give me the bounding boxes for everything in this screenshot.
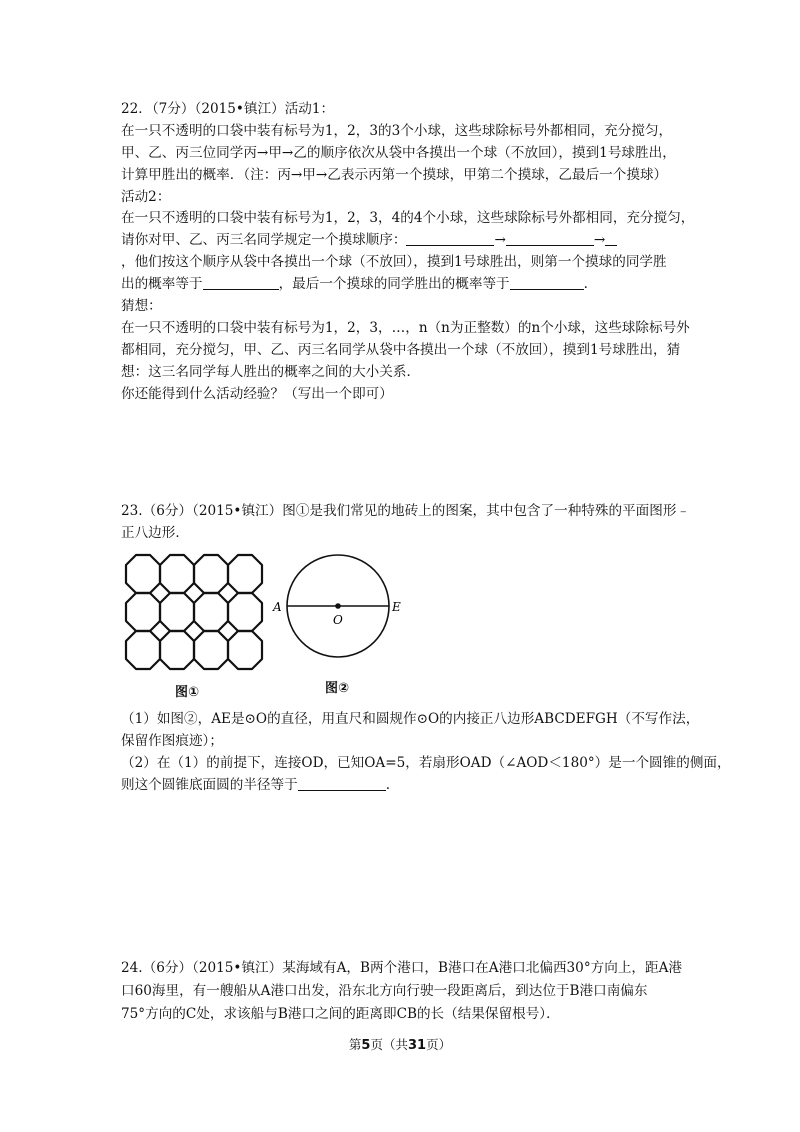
q24-line-3: 75°方向的C处，求该船与B港口之间的距离即CB的长（结果保留根号）． [121,1006,560,1022]
q22-line-11: 都相同，充分搅匀，甲、乙、丙三名同学从袋中各摸出一个球（不放回），摸到1号球胜出，猜 [121,342,681,358]
answer-blank[interactable] [298,776,386,791]
arrow: → [593,232,606,248]
q22-line-6 [121,230,617,250]
octagon-tile [228,631,262,669]
circle-diameter-figure [268,548,408,678]
octagon-tile [160,555,194,593]
q22-line-4: 活动2： [121,189,171,205]
period: . [385,777,391,793]
page-number: 5 [361,1038,371,1053]
q22-line-7: ，他们按这个顺序从袋中各摸出一个球（不放回），摸到1号球胜出，则第一个摸球的同学胜 [121,254,667,270]
q24-line-1: 24.（6分）（2015•镇江）某海域有A，B两个港口，B港口在A港口北偏西30°方向上，距A港 [121,960,683,976]
answer-blank[interactable] [406,231,494,246]
q22-line-12: 想：这三名同学每人胜出的概率之间的大小关系． [121,364,421,380]
q22-line-13: 你还能得到什么活动经验？（写出一个即可） [121,386,393,402]
q23-part-1-line-2: 保留作图痕迹）； [121,733,223,749]
q22-header: 22．（7分）（2015•镇江）活动1： [121,101,335,117]
footer-suffix: 页） [426,1037,452,1052]
arrow: → [494,232,506,248]
answer-blank[interactable] [510,275,584,290]
octagon-tile [194,631,228,669]
q23-line-1: 23.（6分）（2015•镇江）图①是我们常见的地砖上的图案，其中包含了一种特殊的平面图形﹣ [121,503,691,519]
q22-line-10: 在一只不透明的口袋中装有标号为1，2，3，…，n（n为正整数）的n个小球，这些球除标号外 [121,320,690,336]
footer-prefix: 第 [348,1037,362,1052]
answer-blank[interactable] [605,231,617,246]
period: . [583,276,588,292]
octagon-tile [194,555,228,593]
center-point-o [335,603,341,609]
q22-line-6-text: 请你对甲、乙、丙三名同学规定一个摸球顺序： [121,232,407,248]
figure-1-caption: 图① [175,685,200,700]
footer-middle: 页（共 [370,1037,408,1052]
q22-line-5: 在一只不透明的口袋中装有标号为1，2，3，4的4个小球，这些球除标号外都相同，充分搅匀， [121,210,695,226]
answer-blank[interactable] [203,275,279,290]
label-e: E [392,600,401,614]
q22-line-2: 甲、乙、丙三位同学丙→甲→乙的顺序依次从袋中各摸出一个球（不放回），摸到1号球胜出， [121,145,676,161]
q24-line-2: 口60海里，有一艘船从A港口出发，沿东北方向行驶一段距离后，到达位于B港口南偏东 [121,983,648,999]
octagon-tile [160,631,194,669]
q22-line-9: 猜想： [121,298,162,314]
label-o: O [333,613,343,627]
page-footer [0,1035,800,1053]
figure-2-caption: 图② [325,681,350,696]
octagon-tile [126,555,160,593]
octagon-tile [228,555,262,593]
octagon-tile [126,593,160,631]
q23-part-2-line-2 [121,775,390,795]
q23-part-2-line-1: （2）在（1）的前提下，连接OD，已知OA=5，若扇形OAD（∠AOD＜180°）是一个圆锥的侧面， [121,755,731,771]
label-a: A [273,600,282,614]
q22-line-8-text2: ，最后一个摸球的同学胜出的概率等于 [278,276,510,292]
octagon-tile [194,593,228,631]
q23-part-1-line-1: （1）如图②，AE是⊙O的直径，用直尺和圆规作⊙O的内接正八边形ABCDEFGH（不写作法， [121,711,700,727]
octagon-tile-figure [124,553,266,675]
q22-line-1: 在一只不透明的口袋中装有标号为1，2，3的3个小球，这些球除标号外都相同，充分搅匀， [121,123,673,139]
octagon-tile [126,631,160,669]
octagon-tile [228,593,262,631]
q23-part-2-text: 则这个圆锥底面圆的半径等于 [121,777,298,793]
q22-line-8 [121,274,588,294]
q22-line-8-text: 出的概率等于 [121,276,203,292]
total-pages: 31 [407,1038,427,1053]
answer-blank[interactable] [506,231,594,246]
q23-line-2: 正八边形． [121,525,189,541]
octagon-tile [160,593,194,631]
q22-line-3: 计算甲胜出的概率．（注：丙→甲→乙表示丙第一个摸球，甲第二个摸球，乙最后一个摸球） [121,167,668,183]
